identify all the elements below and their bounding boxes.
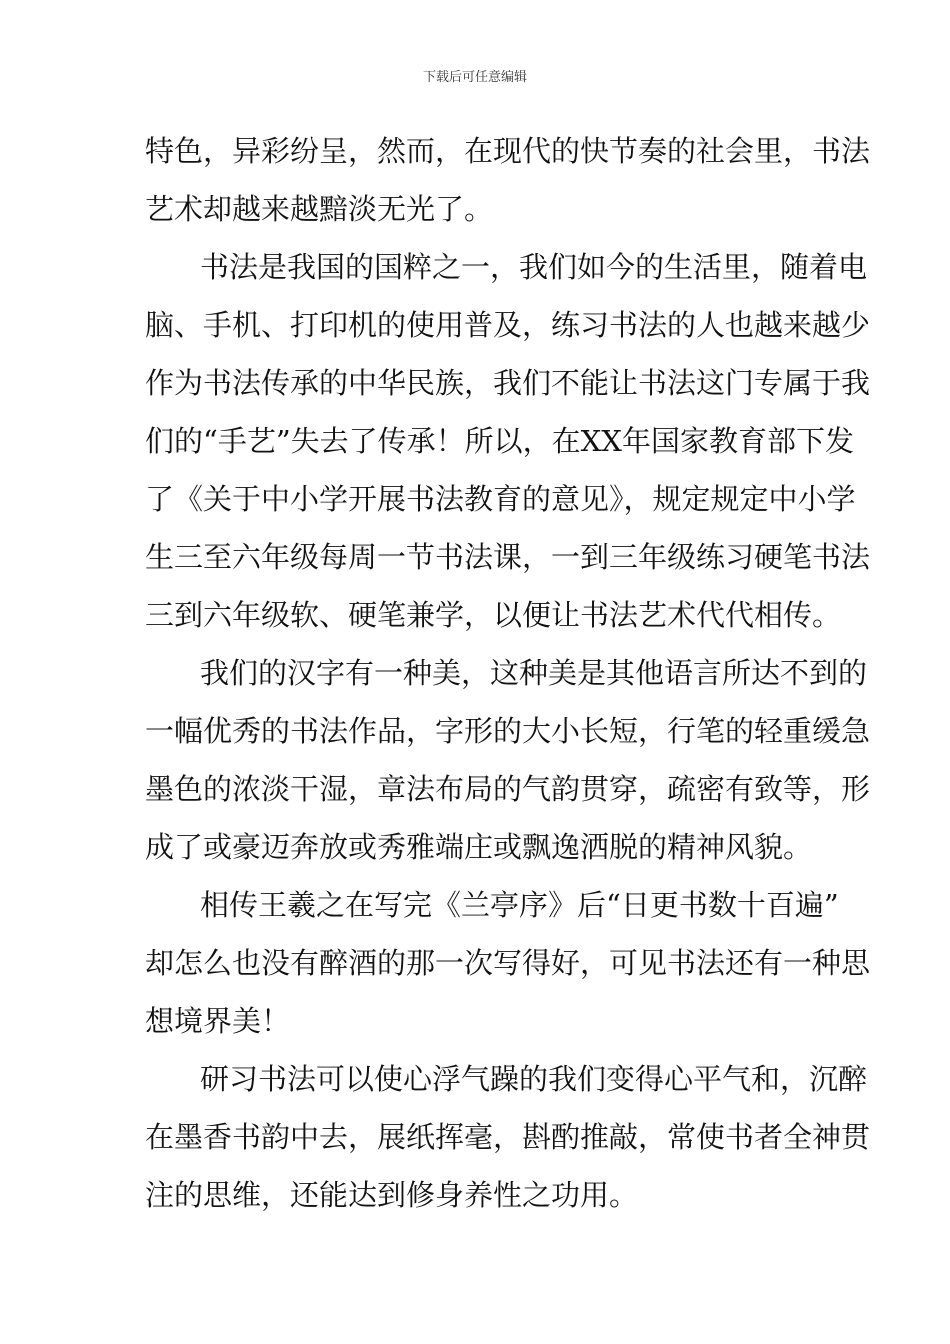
text-line: 艺术却越来越黯淡无光了。 <box>145 192 494 226</box>
paragraph-first-line: 我们的汉字有一种美，这种美是其他语言所达不到的 <box>200 656 868 690</box>
paragraph-first-line: 研习书法可以使心浮气躁的我们变得心平气和，沉醉 <box>200 1062 868 1096</box>
paragraph-first-line: 相传王羲之在写完《兰亭序》后“日更书数十百遍” <box>200 888 839 922</box>
document-body <box>145 122 871 1224</box>
text-line: 了《关于中小学开展书法教育的意见》，规定规定中小学 <box>145 482 856 516</box>
text-line: 作为书法传承的中华民族，我们不能让书法这门专属于我 <box>145 366 871 400</box>
text-line: 却怎么也没有醉酒的那一次写得好，可见书法还有一种思 <box>145 946 871 980</box>
text-line: 一幅优秀的书法作品，字形的大小长短，行笔的轻重缓急 <box>145 714 871 748</box>
text-line: 特色，异彩纷呈，然而，在现代的快节奏的社会里，书法 <box>145 134 871 168</box>
paragraph-first-line: 书法是我国的国粹之一，我们如今的生活里，随着电 <box>200 250 868 284</box>
text-line: 墨色的浓淡干湿，章法布局的气韵贯穿，疏密有致等，形 <box>145 772 871 806</box>
text-line: 们的“手艺”失去了传承！所以，在XX年国家教育部下发 <box>145 424 854 458</box>
text-line: 在墨香书韵中去，展纸挥毫，斟酌推敲，常使书者全神贯 <box>145 1120 871 1154</box>
text-line: 脑、手机、打印机的使用普及，练习书法的人也越来越少 <box>145 308 871 342</box>
text-line: 注的思维，还能达到修身养性之功用。 <box>145 1178 639 1212</box>
text-line: 三到六年级软、硬笔兼学，以便让书法艺术代代相传。 <box>145 598 842 632</box>
text-line: 生三至六年级每周一节书法课，一到三年级练习硬笔书法 <box>145 540 871 574</box>
text-line: 想境界美！ <box>145 1004 291 1038</box>
text-line: 成了或豪迈奔放或秀雅端庄或飘逸洒脱的精神风貌。 <box>145 830 813 864</box>
page-header: 下载后可任意编辑 <box>422 70 527 85</box>
